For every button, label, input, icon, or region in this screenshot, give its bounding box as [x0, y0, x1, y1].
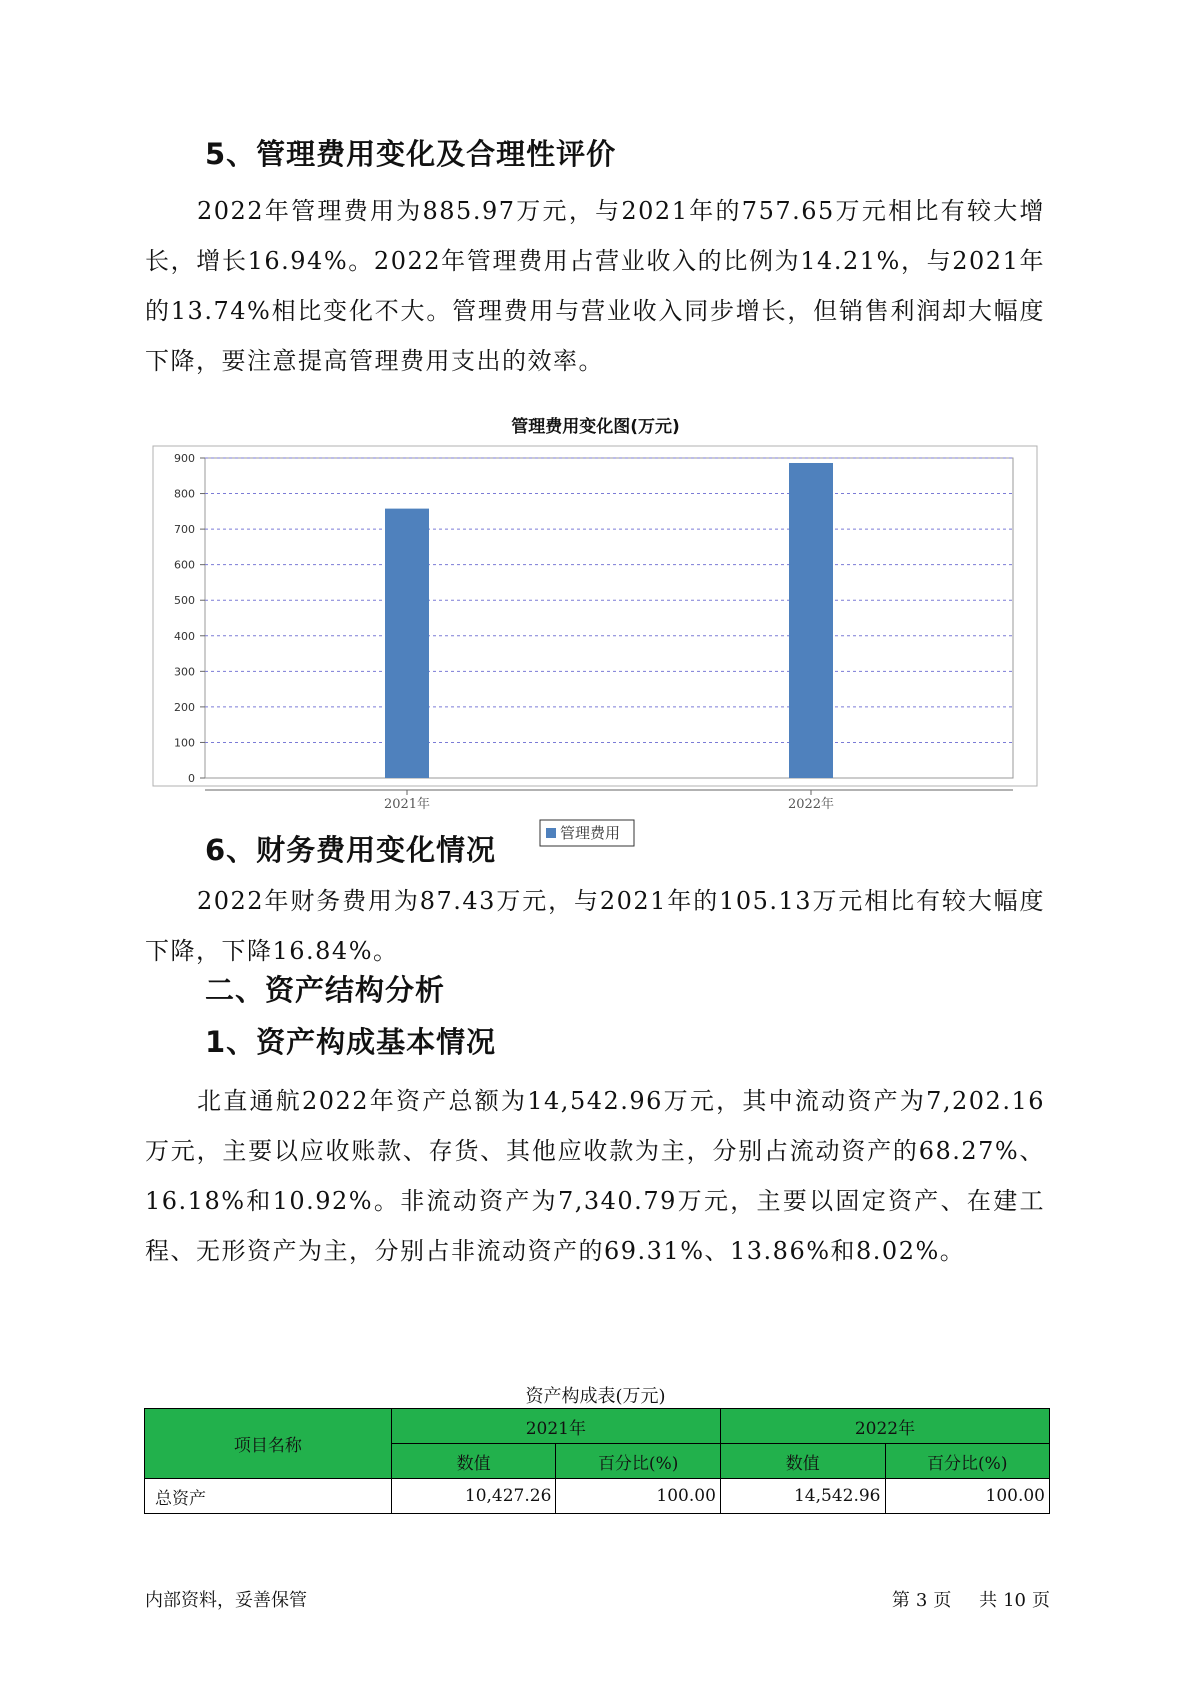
y-tick-label: 600: [174, 558, 195, 572]
row-name: 总资产: [145, 1479, 392, 1514]
sub-header-percent: 百分比(%): [885, 1444, 1050, 1479]
bar: [385, 509, 429, 778]
y-tick-label: 0: [188, 772, 195, 785]
legend-label: 管理费用: [560, 824, 621, 842]
plot-area: [205, 458, 1013, 778]
col-header-name: 项目名称: [145, 1409, 392, 1479]
sub-header-value: 数值: [391, 1444, 556, 1479]
page-current: 3: [915, 1590, 928, 1611]
y-tick-label: 400: [174, 629, 195, 643]
mgmt-heading: 5、管理费用变化及合理性评价: [205, 137, 617, 171]
y-tick-label: 100: [174, 736, 195, 750]
chart-title: 管理费用变化图(万元): [511, 417, 680, 437]
page-total: 10: [1003, 1590, 1026, 1611]
page-number: [886, 1586, 1050, 1612]
finance-paragraph: 2022年财务费用为87.43万元，与2021年的105.13万元相比有较大幅度下降，下降16.84%。: [145, 887, 1045, 965]
chart-frame: [153, 446, 1037, 786]
mgmt-expense-chart: [145, 440, 1045, 842]
col-header-year-2022: 2022年: [720, 1409, 1049, 1444]
cell-percent-2022: 100.00: [885, 1479, 1050, 1514]
sub-header-percent: 百分比(%): [556, 1444, 720, 1479]
sub-header-value: 数值: [720, 1444, 885, 1479]
y-tick-label: 200: [174, 700, 195, 714]
y-tick-label: 300: [174, 665, 195, 679]
y-tick-label: 800: [174, 487, 195, 501]
x-tick-label: 2021年: [383, 797, 431, 812]
y-tick-label: 700: [174, 523, 195, 537]
y-tick-label: 900: [174, 452, 195, 465]
asset-part-heading: 二、资产结构分析: [205, 973, 446, 1007]
cell-percent-2021: 100.00: [556, 1479, 720, 1514]
table-row: [145, 1479, 1050, 1514]
legend-swatch: [546, 828, 556, 838]
bar: [789, 463, 833, 778]
x-tick-label: 2022年: [787, 797, 835, 812]
finance-heading: 6、财务费用变化情况: [205, 833, 497, 867]
cell-value-2021: 10,427.26: [391, 1479, 556, 1514]
asset-paragraph: 北直通航2022年资产总额为14,542.96万元，其中流动资产为7,202.16万元，主要以应收账款、存货、其他应收款为主，分别占流动资产的68.27%、16.18%和10.92%。非流动资产为7,340.79万元，主要以固定资产、在建工程、无形资产为主，分别占非流动资产的69.31%、13.86%和8.02%。: [145, 1087, 1045, 1265]
page-label: 页: [1032, 1590, 1050, 1611]
col-header-year-2021: 2021年: [391, 1409, 720, 1444]
page-label: 共: [979, 1590, 998, 1611]
footer-confidential: 内部资料，妥善保管: [145, 1590, 307, 1611]
page-label: 页: [933, 1590, 952, 1611]
asset-heading: 1、资产构成基本情况: [205, 1025, 497, 1059]
page-label: 第: [891, 1590, 910, 1611]
cell-value-2022: 14,542.96: [720, 1479, 885, 1514]
mgmt-paragraph: 2022年管理费用为885.97万元，与2021年的757.65万元相比有较大增长，增长16.94%。2022年管理费用占营业收入的比例为14.21%，与2021年的13.74%相比变化不大。管理费用与营业收入同步增长，但销售利润却大幅度下降，要注意提高管理费用支出的效率。: [145, 197, 1045, 375]
y-tick-label: 500: [174, 594, 195, 608]
table-caption: 资产构成表(万元): [525, 1386, 666, 1407]
asset-table: [144, 1408, 1050, 1514]
